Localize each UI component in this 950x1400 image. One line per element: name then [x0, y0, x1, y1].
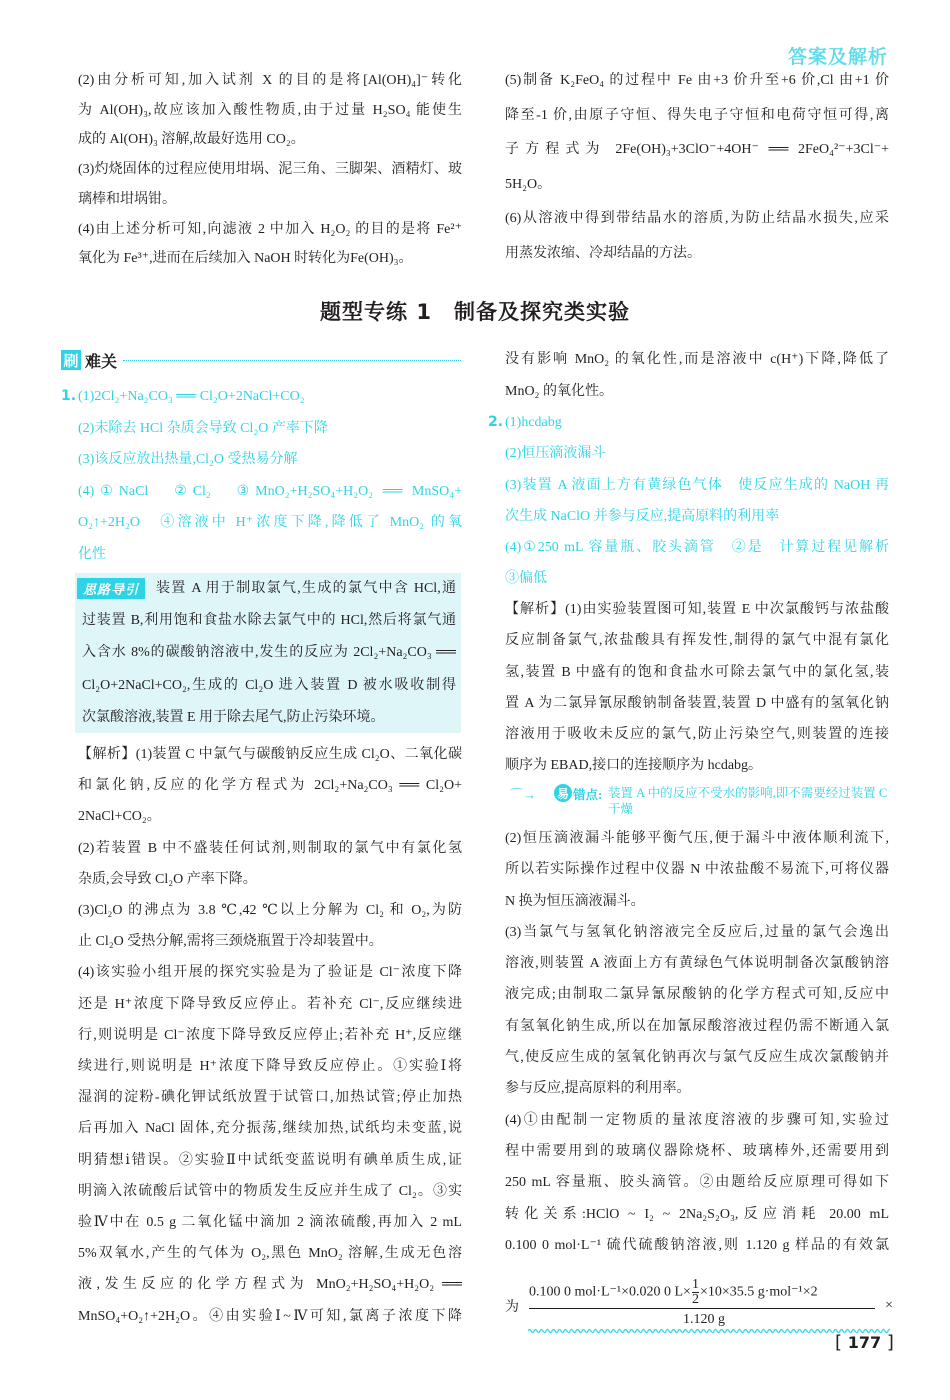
- text-line: 验Ⅳ中在 0.5 g 二氧化锰中滴加 2 滴浓硫酸,再加入 2 mL: [78, 1215, 462, 1231]
- text-line: 5%双氧水,产生的气体为 O₂,黑色 MnO₂ 溶解,生成无色溶: [78, 1246, 462, 1262]
- text-line: 所以若实际操作过程中仪器 N 中浓盐酸不易流下,可将仪器: [505, 862, 889, 878]
- text-line: 【解析】(1)装置 C 中氯气与碳酸钠反应生成 Cl₂O、二氧化碳: [78, 747, 462, 762]
- text-line: 氢,装置 B 中盛有的饱和食盐水可除去氯气中的氯化氢,装: [505, 664, 889, 680]
- page-number: [ 177 ]: [835, 1332, 894, 1353]
- error-icon: 易: [554, 784, 572, 802]
- text-line: (4)由上述分析可知,向滤液 2 中加入 H₂O₂ 的目的是将 Fe²⁺: [78, 221, 462, 237]
- text-line: 参与反应,提高原料的利用率。: [505, 1081, 691, 1097]
- fraction-bar: [529, 1308, 875, 1309]
- text-line: (5)制备 K₂FeO₄ 的过程中 Fe 由+3 价升至+6 价,Cl 由+1 价: [505, 73, 889, 88]
- text-line: 0.100 0 mol·L⁻¹ 硫代硫酸钠溶液,则 1.120 g 样品的有效氯: [505, 1237, 889, 1253]
- text-line: (1)2Cl₂+Na₂CO₃ ══ Cl₂O+2NaCl+CO₂: [78, 389, 305, 404]
- half-denominator: 2: [691, 1292, 699, 1307]
- text-line: 化性: [78, 546, 106, 562]
- error-note: [510, 782, 895, 820]
- formula-numerator: [529, 1278, 818, 1307]
- text-line: 【解析】(1)由实验装置图可知,装置 E 中次氯酸钙与浓盐酸: [505, 602, 889, 617]
- text-line: 置 A 为二氯异氰尿酸钠制备装置,装置 D 中盛有的氢氧化钠: [505, 695, 889, 711]
- text-line: (2)未除去 HCl 杂质会导致 Cl₂O 产率下降: [78, 420, 328, 436]
- q1-analysis-continued: [505, 344, 889, 407]
- error-note-label: 错点:: [573, 788, 603, 802]
- text-line: 过装置 B,利用饱和食盐水除去氯气中的 HCl,然后将氯气通: [82, 613, 456, 629]
- text-line: (2)由分析可知,加入试剂 X 的目的是将[Al(OH)₄]⁻转化: [78, 73, 462, 88]
- text-line: 后再加入 NaCl 固体,充分振荡,继续加热,试纸均未变蓝,说: [78, 1121, 462, 1137]
- text-line: 为 Al(OH)₃,故应该加入酸性物质,由于过量 H₂SO₄ 能使生: [78, 102, 462, 118]
- text-line: 5H₂O。: [505, 176, 552, 192]
- text-line: 液完成;由制取二氯异氰尿酸钠的化学方程式可知,反应中: [505, 987, 889, 1003]
- half-fraction: [692, 1278, 699, 1307]
- text-line: (3)当氯气与氢氧化钠溶液完全反应后,过量的氯气会逸出: [505, 924, 889, 940]
- guide-label: 思路导引: [77, 578, 145, 599]
- error-note-text: 装置 A 中的反应不受水的影响,即不需要经过装置 C 干燥: [608, 786, 888, 816]
- text-line: 次生成 NaClO 并参与反应,提高原料的利用率: [505, 508, 780, 524]
- text-line: 气,使反应生成的氢氧化钠再次与氯气反应生成次氯酸钠并: [505, 1050, 889, 1066]
- text-line: 止 Cl₂O 受热分解,需将三颈烧瓶置于冷却装置中。: [78, 934, 383, 950]
- text-line: (1)hcdabg: [505, 415, 562, 430]
- text-line: (4)①由配制一定物质的量浓度溶液的步骤可知,实验过: [505, 1112, 889, 1128]
- half-numerator: 1: [691, 1277, 699, 1292]
- text-line: 和氯化钠,反应的化学方程式为 2Cl₂+Na₂CO₃ ══ Cl₂O+: [78, 778, 462, 794]
- text-line: 顺序为 EBAD,接口的连接顺序为 hcdabg。: [505, 758, 763, 774]
- text-line: 程中需要用到的玻璃仪器除烧杯、玻璃棒外,还需要用到: [505, 1143, 889, 1159]
- text-line: (2)恒压滴液漏斗能够平衡气压,便于漏斗中液体顺利流下,: [505, 831, 889, 846]
- q2-analysis-1: [505, 594, 889, 782]
- text-line: (2)若装置 B 中不盛装任何试剂,则制取的氯气中有氯化氢: [78, 840, 462, 856]
- text-line: 湿润的淀粉-碘化钾试纸放置于试管口,加热试管;停止加热: [78, 1090, 462, 1106]
- text-line: 液,发生反应的化学方程式为 MnO₂+H₂SO₄+H₂O₂ ══: [78, 1277, 462, 1293]
- text-line: MnSO₄+O₂↑+2H₂O。④由实验Ⅰ~Ⅳ可知,氯离子浓度下降: [78, 1308, 462, 1324]
- text-line: 成的 Al(OH)₃ 溶解,故最好选用 CO₂。: [78, 132, 305, 148]
- section-header-answers: 答案及解析: [787, 46, 888, 68]
- text-line: (6)从溶液中得到带结晶水的溶质,为防止结晶水损失,应采: [505, 211, 889, 226]
- q2-analysis-2: [505, 823, 889, 1261]
- text-line: 反应制备氯气,浓盐酸具有挥发性,制得的氯气中混有氯化: [505, 633, 889, 649]
- text-line: 溶液,则装置 A 液面上方有黄绿色气体说明制备次氯酸钠溶: [505, 956, 889, 972]
- text-line: O₂↑+2H₂O ④溶液中 H⁺浓度下降,降低了 MnO₂ 的氧: [78, 515, 462, 531]
- text-line: 明滴入浓硫酸后试管中的物质发生反应并生成了 Cl₂。③实: [78, 1183, 462, 1199]
- question-number-1: 1.: [61, 388, 77, 404]
- text-line: 氧化为 Fe³⁺,进而在后续加入 NaOH 时转化为Fe(OH)₃。: [78, 251, 413, 267]
- text-line: (3)该反应放出热量,Cl₂O 受热易分解: [78, 452, 298, 468]
- text-line: ③偏低: [505, 571, 547, 587]
- text-line: 杂质,会导致 Cl₂O 产率下降。: [78, 871, 257, 887]
- text-line: 没有影响 MnO₂ 的氧化性,而是溶液中 c(H⁺)下降,降低了: [505, 352, 889, 367]
- q2-answers: [505, 407, 889, 595]
- q1-analysis: [78, 739, 462, 1332]
- text-line: Cl₂O+2NaCl+CO₂,生成的 Cl₂O 进入装置 D 被水吸收制得: [82, 677, 456, 693]
- text-line: 溶液用于吸收未反应的氯气,防止污染空气,则装置的连接: [505, 727, 889, 743]
- q1-answers: [78, 381, 462, 571]
- text-line: (3)装置 A 液面上方有黄绿色气体 使反应生成的 NaOH 再: [505, 477, 889, 493]
- formula-prefix: 为: [505, 1300, 519, 1315]
- question-number-2: 2.: [488, 414, 504, 430]
- text-line: 降至-1 价,由原子守恒、得失电子守恒和电荷守恒可得,离: [505, 107, 889, 123]
- top-right-text: [505, 64, 889, 271]
- text-line: 行,则说明是 Cl⁻浓度下降导致反应停止;若补充 H⁺,反应继: [78, 1027, 462, 1043]
- arrow-icon: ⌒→: [510, 787, 537, 802]
- text-line: N 换为恒压滴液漏斗。: [505, 893, 645, 909]
- text-line: 有氢氧化钠生成,所以在加氰尿酸溶液过程仍需不断通入氯: [505, 1018, 889, 1034]
- text-line: 续进行,则说明是 H⁺浓度下降导致反应停止。①实验Ⅰ将: [78, 1059, 462, 1075]
- text-line: 子方程式为 2Fe(OH)₃+3ClO⁻+4OH⁻ ══ 2FeO₄²⁻+3Cl⁻+: [505, 142, 889, 157]
- text-line: 装置 A 用于制取氯气,生成的氯气中含 HCl,通: [156, 581, 456, 596]
- text-line: 次氯酸溶液,装置 E 用于除去尾气,防止污染环境。: [82, 709, 385, 725]
- effective-chlorine-formula: [505, 1268, 893, 1332]
- numerator-part-b: ×10×35.5 g·mol⁻¹×2: [699, 1284, 818, 1300]
- text-line: MnO₂ 的氧化性。: [505, 383, 613, 399]
- page-number-value: 177: [847, 1333, 882, 1352]
- page-title: 题型专练 1 制备及探究类实验: [320, 300, 630, 324]
- section-badge: 刷: [61, 350, 81, 370]
- section-label: 难关: [85, 351, 118, 371]
- text-line: (3)灼烧固体的过程应使用坩埚、泥三角、三脚架、酒精灯、玻: [78, 162, 462, 178]
- formula-denominator: 1.120 g: [683, 1312, 725, 1327]
- text-line: 2NaCl+CO₂。: [78, 809, 161, 825]
- top-left-text: [78, 66, 462, 274]
- text-line: (3)Cl₂O 的沸点为 3.8 ℃,42 ℃以上分解为 Cl₂ 和 O₂,为防: [78, 903, 462, 919]
- text-line: (4)该实验小组开展的探究实验是为了验证是 Cl⁻浓度下降: [78, 965, 462, 981]
- text-line: 入含水 8%的碳酸钠溶液中,发生的反应为 2Cl₂+Na₂CO₃ ══: [82, 645, 456, 661]
- section-heading: [61, 348, 461, 372]
- text-line: 用蒸发浓缩、冷却结晶的方法。: [505, 245, 701, 261]
- dotted-divider: [123, 360, 461, 361]
- text-line: (2)恒压滴液漏斗: [505, 446, 606, 462]
- text-line: 璃棒和坩埚钳。: [78, 191, 176, 207]
- numerator-part-a: 0.100 0 mol·L⁻¹×0.020 0 L×: [529, 1284, 691, 1300]
- text-line: 250 mL 容量瓶、胶头滴管。②由题给反应原理可得如下: [505, 1175, 889, 1191]
- text-line: (4)①NaCl ②Cl₂ ③MnO₂+H₂SO₄+H₂O₂ ══ MnSO₄+: [78, 483, 462, 499]
- guide-text: [82, 573, 456, 734]
- text-line: 明猜想ⅰ错误。②实验Ⅱ中试纸变蓝说明有碘单质生成,证: [78, 1152, 462, 1168]
- text-line: 还是 H⁺浓度下降导致反应停止。若补充 Cl⁻,反应继续进: [78, 996, 462, 1012]
- formula-suffix: ×: [885, 1298, 893, 1313]
- text-line: 转化关系:HClO ~ I₂ ~ 2Na₂S₂O₃,反应消耗 20.00 mL: [505, 1206, 889, 1222]
- text-line: (4)①250 mL 容量瓶、胶头滴管 ②是 计算过程见解析: [505, 540, 889, 556]
